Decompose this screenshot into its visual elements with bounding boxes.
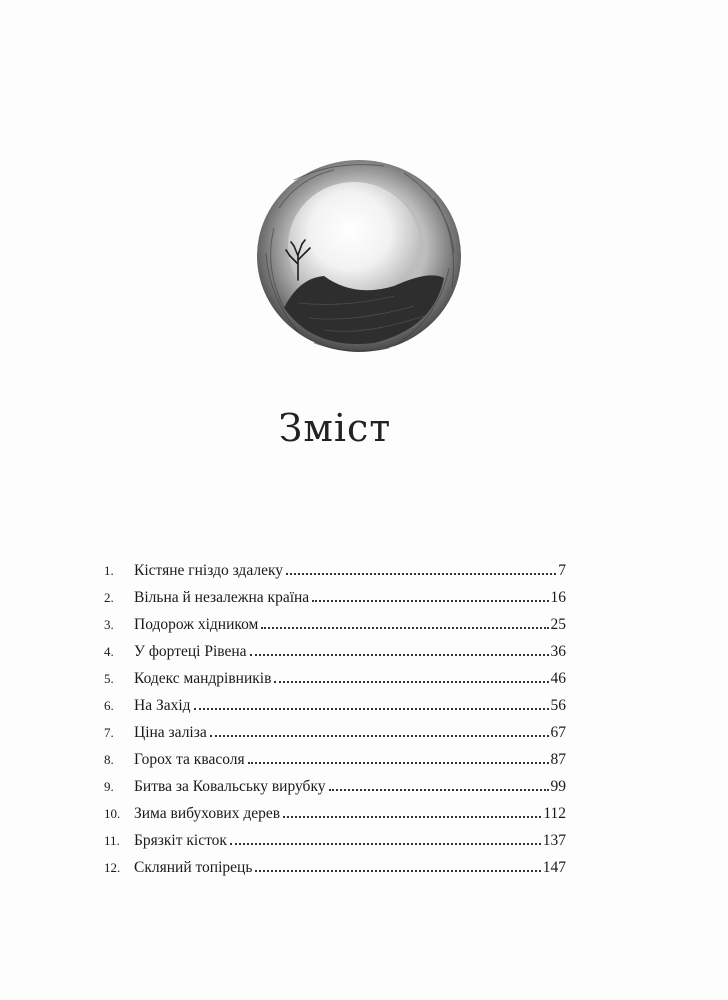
page-number: 25 [550,616,566,633]
page-number: 87 [550,751,566,768]
toc-entry[interactable] [104,778,566,805]
dot-leader [261,626,548,629]
chapter-number: 2. [104,590,114,605]
toc-entry[interactable] [104,562,566,589]
toc-entry[interactable] [104,643,566,670]
chapter-number: 3. [104,617,114,632]
page-number: 36 [550,643,566,660]
chapter-title: Подорож хідником [134,616,259,633]
dot-leader [329,788,549,791]
chapter-number: 4. [104,644,114,659]
chapter-title: Горох та квасоля [134,751,245,768]
dot-leader [312,599,548,602]
chapter-title: Битва за Ковальську вирубку [134,778,326,795]
chapter-number: 9. [104,779,114,794]
chapter-number: 6. [104,698,114,713]
page-number: 56 [550,697,566,714]
page-number: 99 [550,778,566,795]
chapter-number: 11. [104,833,120,848]
dot-leader [255,869,540,872]
toc-entry[interactable] [104,751,566,778]
chapter-number: 7. [104,725,114,740]
chapter-number: 5. [104,671,114,686]
page-number: 147 [542,859,566,876]
page-number: 16 [550,589,566,606]
toc-entry[interactable] [104,670,566,697]
page-number: 137 [542,832,566,849]
dot-leader [210,734,549,737]
chapter-title: Кістяне гніздо здалеку [134,562,284,579]
toc-entry[interactable] [104,616,566,643]
toc-entry[interactable] [104,832,566,859]
toc-entry[interactable] [104,697,566,724]
chapter-title: Скляний топірець [134,859,253,876]
dot-leader [248,761,549,764]
chapter-number: 12. [104,860,121,875]
chapter-title: Вільна й незалежна країна [134,589,310,606]
chapter-title: Ціна заліза [134,724,207,741]
dot-leader [286,572,556,575]
chapter-title: У фортеці Рівена [134,643,247,660]
chapter-title: Брязкіт кісток [134,832,227,849]
dot-leader [250,653,549,656]
page-number: 7 [558,562,566,579]
page-number: 67 [550,724,566,741]
page-title: Зміст [278,406,392,450]
toc-entry[interactable] [104,805,566,832]
dot-leader [194,707,549,710]
chapter-number: 8. [104,752,114,767]
chapter-number: 10. [104,806,121,821]
page-number: 112 [543,805,566,822]
dot-leader [283,815,541,818]
dot-leader [230,842,541,845]
chapter-title: Кодекс мандрівників [134,670,272,687]
toc-entry[interactable] [104,589,566,616]
toc-entry[interactable] [104,724,566,751]
table-of-contents [104,562,566,886]
page-number: 46 [550,670,566,687]
dot-leader [274,680,548,683]
chapter-title: На Захід [134,697,191,714]
toc-entry[interactable] [104,859,566,886]
ring-landscape-tree-icon [254,158,464,358]
chapter-number: 1. [104,563,114,578]
chapter-title: Зима вибухових дерев [134,805,281,822]
